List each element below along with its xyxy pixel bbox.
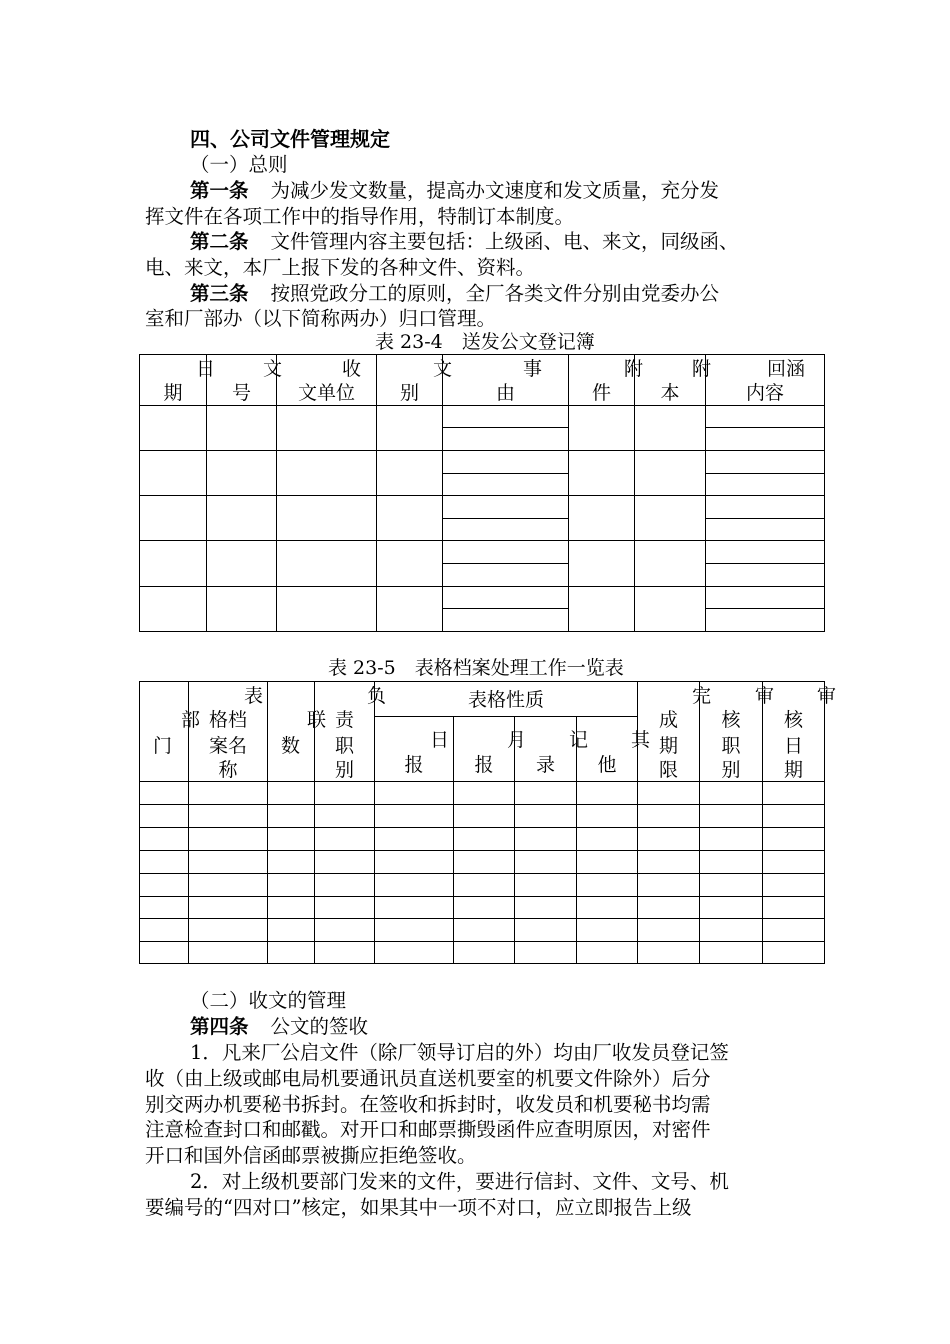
t1-h-date-a: 日 xyxy=(196,358,216,380)
article-3-cont: 室和厂部办（以下简称两办）归口管理。 xyxy=(145,307,497,330)
t2-h-resp-c: 职 xyxy=(334,735,354,757)
t2-h-name-c: 案名 xyxy=(208,735,247,757)
t2-h-name-a: 表 xyxy=(244,685,264,707)
table-23-4-caption: 表 23-4 送发公文登记簿 xyxy=(375,331,595,353)
t1-h-date-b: 期 xyxy=(163,382,183,404)
t1-h-recv-b: 文单位 xyxy=(297,382,355,404)
t2-h-resp-d: 别 xyxy=(334,759,354,781)
t2-h-copies-a: 联 xyxy=(307,709,327,731)
t2-h-record-b: 录 xyxy=(535,754,555,776)
t2-h-nature: 表格性质 xyxy=(467,689,544,711)
t1-h-num-b: 号 xyxy=(231,382,251,404)
article-2-cont: 电、来文，本厂上报下发的各种文件、资料。 xyxy=(145,256,536,279)
t2-h-deadline-c: 期 xyxy=(658,735,678,757)
item-2-line-2: 要编号的“四对口”核定，如果其中一项不对口，应立即报告上级 xyxy=(145,1196,692,1219)
t2-h-dept-b: 门 xyxy=(153,735,173,757)
article-3-label: 第三条 xyxy=(190,282,249,305)
t1-h-type-a: 文 xyxy=(433,358,453,380)
t2-h-resp-b: 责 xyxy=(335,709,355,731)
article-2-text: 文件管理内容主要包括：上级函、电、来文，同级函、 xyxy=(270,230,739,253)
t2-h-rdate-b: 核 xyxy=(783,709,803,731)
t2-h-record-a: 记 xyxy=(569,729,589,751)
t2-h-reviewer-b: 核 xyxy=(721,709,741,731)
t1-h-reply-b: 内容 xyxy=(745,382,784,404)
t2-h-dept-a: 部 xyxy=(181,709,201,731)
t1-h-matter-b: 由 xyxy=(495,382,515,404)
t1-h-att-b: 件 xyxy=(591,382,611,404)
item-1-line-2: 收（由上级或邮电局机要通讯员直送机要室的机要文件除外）后分 xyxy=(145,1067,711,1090)
item-1-line-1: 1．凡来厂公启文件（除厂领导订启的外）均由厂收发员登记签 xyxy=(190,1041,729,1064)
article-3-text: 按照党政分工的原则，全厂各类文件分别由党委办公 xyxy=(270,282,720,305)
subsection-general: （一）总则 xyxy=(190,153,288,176)
article-2 xyxy=(190,229,739,255)
t1-h-matter-a: 事 xyxy=(523,358,543,380)
section-title: 四、公司文件管理规定 xyxy=(190,127,390,151)
t2-h-reviewer-d: 别 xyxy=(721,759,741,781)
article-4 xyxy=(190,1014,368,1040)
t1-h-type-b: 别 xyxy=(399,382,419,404)
article-4-label: 第四条 xyxy=(190,1015,249,1038)
t1-h-copy-a: 附 xyxy=(692,358,712,380)
item-1-line-3: 别交两办机要秘书拆封。在签收和拆封时，收发员和机要秘书均需 xyxy=(145,1093,711,1116)
t2-h-other-b: 他 xyxy=(597,754,617,776)
t2-h-daily-b: 报 xyxy=(404,754,424,776)
t2-h-deadline-a: 完 xyxy=(692,685,712,707)
subsection-receiving: （二）收文的管理 xyxy=(190,989,347,1012)
article-3 xyxy=(190,281,719,307)
item-1-line-5: 开口和国外信函邮票被撕应拒绝签收。 xyxy=(145,1144,477,1167)
t1-h-att-a: 附 xyxy=(624,358,644,380)
t1-h-recv-a: 收 xyxy=(342,358,362,380)
t1-h-num-a: 文 xyxy=(263,358,283,380)
t1-h-copy-b: 本 xyxy=(660,382,680,404)
t2-h-copies-b: 数 xyxy=(281,735,301,757)
article-1-text: 为减少发文数量，提高办文速度和发文质量，充分发 xyxy=(270,179,720,202)
t2-h-name-d: 称 xyxy=(218,759,238,781)
article-1-label: 第一条 xyxy=(190,179,249,202)
t2-h-monthly-a: 月 xyxy=(507,729,527,751)
t2-h-reviewer-a: 审 xyxy=(755,685,775,707)
t2-h-deadline-b: 成 xyxy=(658,709,678,731)
t1-h-reply-a: 回涵 xyxy=(767,358,806,380)
t2-h-rdate-d: 期 xyxy=(783,759,803,781)
article-1-cont: 挥文件在各项工作中的指导作用，特制订本制度。 xyxy=(145,205,575,228)
article-4-text: 公文的签收 xyxy=(270,1015,369,1038)
item-1-line-4: 注意检查封口和邮戳。对开口和邮票撕毁函件应查明原因，对密件 xyxy=(145,1118,711,1141)
article-1 xyxy=(190,178,719,204)
t2-h-other-a: 其 xyxy=(631,729,651,751)
t2-h-rdate-a: 审 xyxy=(817,685,837,707)
t2-h-rdate-c: 日 xyxy=(783,735,803,757)
t2-h-resp-a: 负 xyxy=(367,685,387,707)
table-23-5-caption: 表 23-5 表格档案处理工作一览表 xyxy=(328,657,624,679)
t2-h-reviewer-c: 职 xyxy=(721,735,741,757)
article-2-label: 第二条 xyxy=(190,230,249,253)
t2-h-daily-a: 日 xyxy=(430,729,450,751)
t2-h-monthly-b: 报 xyxy=(474,754,494,776)
t2-h-deadline-d: 限 xyxy=(658,759,678,781)
item-2-line-1: 2．对上级机要部门发来的文件，要进行信封、文件、文号、机 xyxy=(190,1170,729,1193)
t2-h-name-b: 格档 xyxy=(208,709,247,731)
